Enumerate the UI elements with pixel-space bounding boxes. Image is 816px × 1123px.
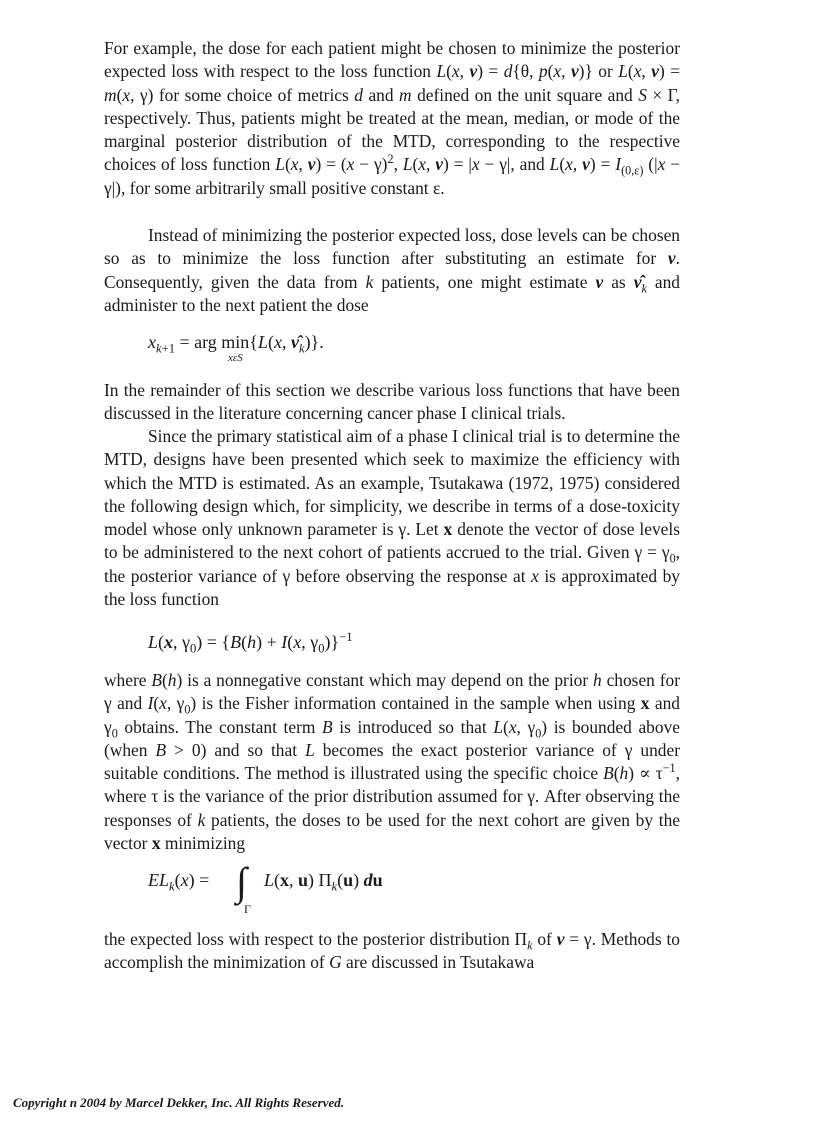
integral-domain: Γ xyxy=(244,902,251,916)
equation-argmin-index: xεS xyxy=(228,352,243,364)
paragraph-posterior-distribution: the expected loss with respect to the posterior distribution $\Pi_k$ of ν = γ. Methods to accomplish the minimization of G are discussed in Tsutakawa xyxy=(104,929,680,973)
paragraph-substitute-estimate: Instead of minimizing the posterior expected loss, dose levels can be chosen so as to minimize the loss function after substituting an estimate for ν. Consequently, given the data from k patients, one might estimate ν as $\nû_k$ and administer to the next patient the dose xyxy=(104,225,680,315)
integral-sign: ∫ xyxy=(236,859,247,904)
paragraph-fisher-information: where B(h) is a nonnegative constant which may depend on the prior h chosen for γ and I(x, $\gamma_0$) is the Fisher information contained in the sample when using x and $\gamma_0$ obtains. The constant term B is introduced so that L(x, $\gamma_0$) is bounded above (when B > 0) and so that L becomes the exact posterior variance of γ under suitable conditions. The method is illustrated using the specific choice $B(h) \propto \tau^{-1}$, where τ is the variance of the prior distribution assumed for γ. After observing the responses of k patients, the doses to be used for the next cohort are given by the vector x minimizing xyxy=(104,670,681,854)
copyright-footer: Copyright n 2004 by Marcel Dekker, Inc. All Rights Reserved. xyxy=(13,1095,345,1110)
equation-loss-function: L(x, $\gamma_0) = \{B(h) + I(x$, $\gamma_0)\}^{-1}$ xyxy=(148,630,353,656)
paragraph-remainder: In the remainder of this section we describe various loss functions that have been discussed in the literature concerning cancer phase I clinical trials. xyxy=(104,380,680,424)
equation-argmin: $x_{k+1}$ = arg min{L(x, $\nû_k$)}. xεS xyxy=(148,332,324,364)
equation-expected-loss: $EL_k(x)$ = ∫ Γ L(x, u) $\Pi_k(u)$ du xyxy=(148,859,383,916)
paragraph-tsutakawa-design: Since the primary statistical aim of a phase I clinical trial is to determine the MTD, designs have been presented which seek to maximize the efficiency with which the MTD is estimated. As an example, Tsutakawa (1972, 1975) considered the following design which, for simplicity, we describe in terms of a dose-toxicity model whose only unknown parameter is γ. Let x denote the vector of dose levels to be administered to the next cohort of patients accrued to the trial. Given $\gamma = \gamma_0$, the posterior variance of γ before observing the response at x is approximated by the loss function xyxy=(104,426,680,610)
paragraph-dose-selection: For example, the dose for each patient might be chosen to minimize the posterior expected loss with respect to the loss function L(x, ν) = d{θ, p(x, ν)} or L(x, ν) = m(x, γ) for some choice of metrics d and m defined on the unit square and S × Γ, respectively. Thus, patients might be treated at the mean, median, or mode of the marginal posterior distribution of the MTD, corresponding to the respective choices of loss function L(x, $\nu) = (x - \gamma)^2$, L(x, ν) = |x − γ|, and L(x, $\nu) = I_{(0,\varepsilon)}$ (|x − γ|), for some arbitrarily small positive constant ε. xyxy=(104,38,681,198)
